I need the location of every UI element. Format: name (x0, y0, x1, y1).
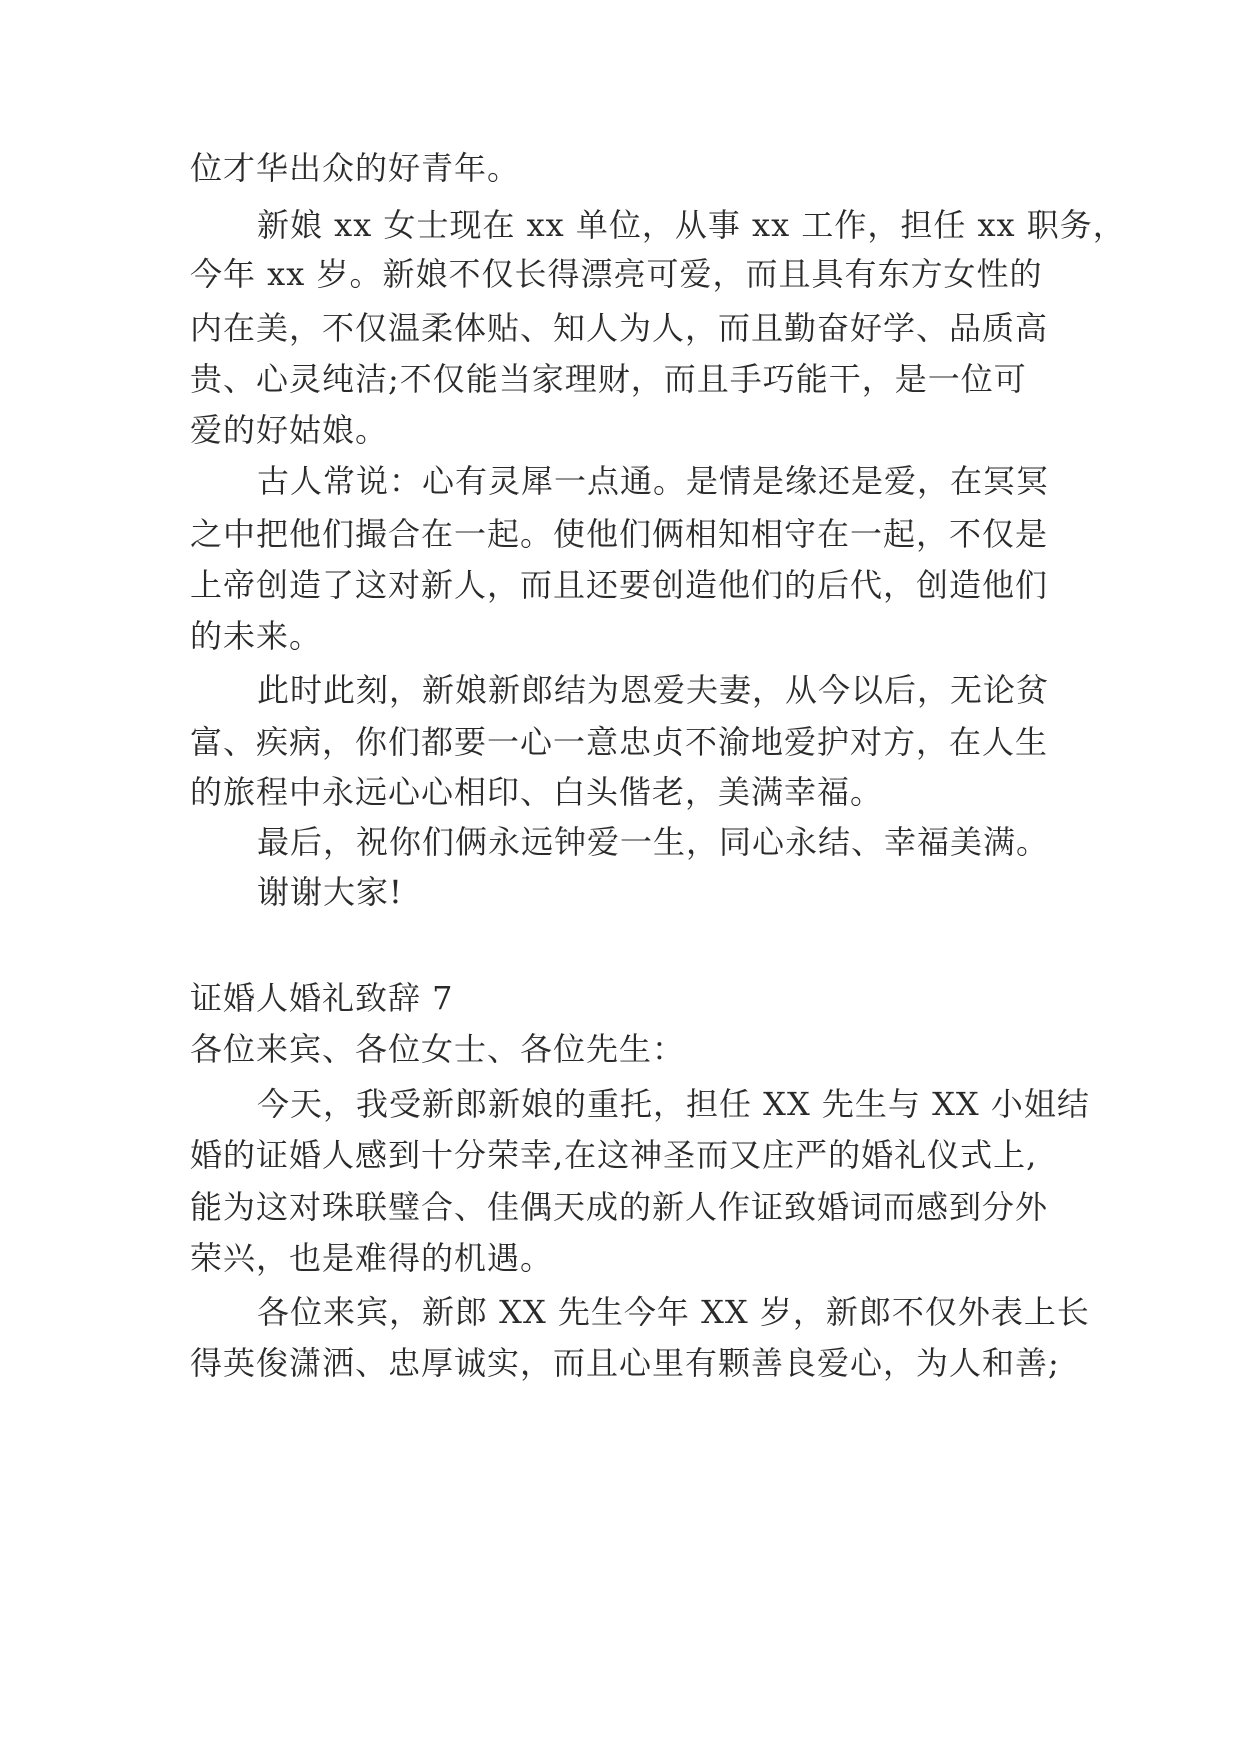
paragraph-first-line: 古人常说：心有灵犀一点通。是情是缘还是爱，在冥冥 (257, 462, 1050, 500)
text-line: 婚的证婚人感到十分荣幸,在这神圣而又庄严的婚礼仪式上, (190, 1136, 1038, 1174)
paragraph-first-line: 谢谢大家! (257, 873, 403, 911)
paragraph-first-line: 新娘 xx 女士现在 xx 单位，从事 xx 工作，担任 xx 职务， (257, 206, 1126, 244)
text-line: 贵、心灵纯洁;不仅能当家理财，而且手巧能干，是一位可 (190, 360, 1027, 398)
text-line: 之中把他们撮合在一起。使他们俩相知相守在一起，不仅是 (190, 515, 1049, 553)
paragraph-first-line: 此时此刻，新娘新郎结为恩爱夫妻，从今以后，无论贫 (257, 671, 1050, 709)
text-line: 内在美，不仅温柔体贴、知人为人，而且勤奋好学、品质高 (190, 309, 1049, 347)
text-line: 位才华出众的好青年。 (190, 149, 521, 187)
text-line: 上帝创造了这对新人，而且还要创造他们的后代，创造他们 (190, 566, 1049, 604)
text-line: 的未来。 (190, 617, 323, 655)
text-line: 的旅程中永远心心相印、白头偕老，美满幸福。 (190, 773, 884, 811)
salutation: 各位来宾、各位女士、各位先生： (190, 1030, 686, 1068)
text-line: 能为这对珠联璧合、佳偶天成的新人作证致婚词而感到分外 (190, 1188, 1049, 1226)
paragraph-first-line: 今天，我受新郎新娘的重托，担任 XX 先生与 XX 小姐结 (257, 1085, 1090, 1123)
paragraph-first-line: 各位来宾，新郎 XX 先生今年 XX 岁，新郎不仅外表上长 (257, 1293, 1090, 1331)
paragraph-first-line: 最后，祝你们俩永远钟爱一生，同心永结、幸福美满。 (257, 823, 1050, 861)
text-line: 得英俊潇洒、忠厚诚实，而且心里有颗善良爱心，为人和善; (190, 1344, 1060, 1382)
text-line: 富、疾病，你们都要一心一意忠贞不渝地爱护对方，在人生 (190, 723, 1049, 761)
text-line: 荣兴，也是难得的机遇。 (190, 1239, 554, 1277)
text-line: 爱的好姑娘。 (190, 411, 389, 449)
section-title: 证婚人婚礼致辞 7 (190, 979, 454, 1017)
text-line: 今年 xx 岁。新娘不仅长得漂亮可爱，而且具有东方女性的 (190, 255, 1043, 293)
